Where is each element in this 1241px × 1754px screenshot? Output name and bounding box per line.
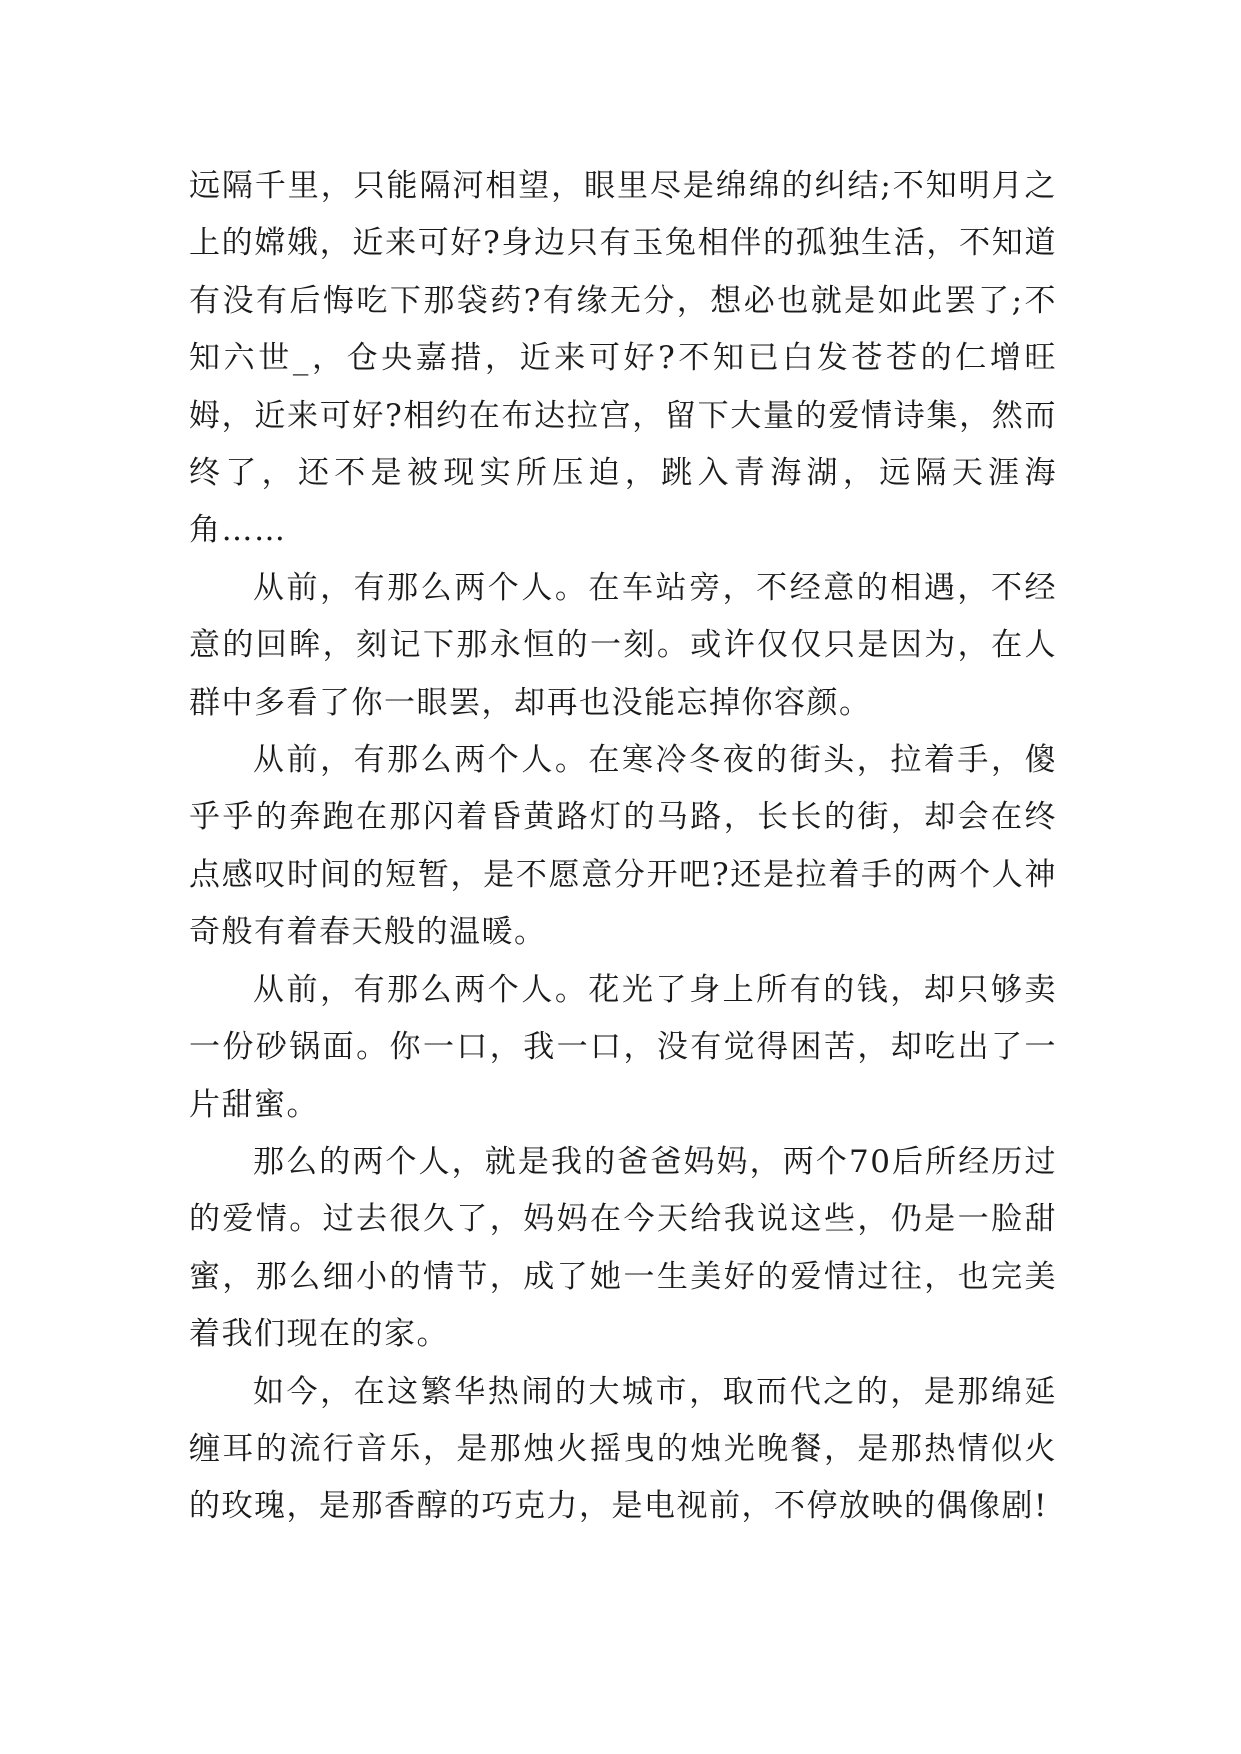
paragraph-1: 远隔千里，只能隔河相望，眼里尽是绵绵的纠结;不知明月之上的嫦娥，近来可好?身边只有玉兔相伴的孤独生活，不知道有没有后悔吃下那袋药?有缘无分，想必也就是如此罢了;不知六世_，仓央嘉措，近来可好?不知已白发苍苍的仁增旺姆，近来可好?相约在布达拉宫，留下大量的爱情诗集，然而终了，还不是被现实所压迫，跳入青海湖，远隔天涯海角…… (189, 168, 1057, 549)
paragraph-6: 如今，在这繁华热闹的大城市，取而代之的，是那绵延缠耳的流行音乐，是那烛火摇曳的烛光晚餐，是那热情似火的玫瑰，是那香醇的巧克力，是电视前，不停放映的偶像剧! (189, 1373, 1057, 1525)
paragraph-3: 从前，有那么两个人。在寒冷冬夜的街头，拉着手，傻乎乎的奔跑在那闪着昏黄路灯的马路，长长的街，却会在终点感叹时间的短暂，是不愿意分开吧?还是拉着手的两个人神奇般有着春天般的温暖。 (189, 742, 1057, 951)
paragraph-4: 从前，有那么两个人。花光了身上所有的钱，却只够卖一份砂锅面。你一口，我一口，没有觉得困苦，却吃出了一片甜蜜。 (189, 971, 1057, 1123)
paragraph-5: 那么的两个人，就是我的爸爸妈妈，两个70后所经历过的爱情。过去很久了，妈妈在今天给我说这些，仍是一脸甜蜜，那么细小的情节，成了她一生美好的爱情过往，也完美着我们现在的家。 (189, 1143, 1057, 1353)
document-body (189, 158, 1057, 1536)
paragraph-2: 从前，有那么两个人。在车站旁，不经意的相遇，不经意的回眸，刻记下那永恒的一刻。或许仅仅只是因为，在人群中多看了你一眼罢，却再也没能忘掉你容颜。 (189, 569, 1057, 721)
